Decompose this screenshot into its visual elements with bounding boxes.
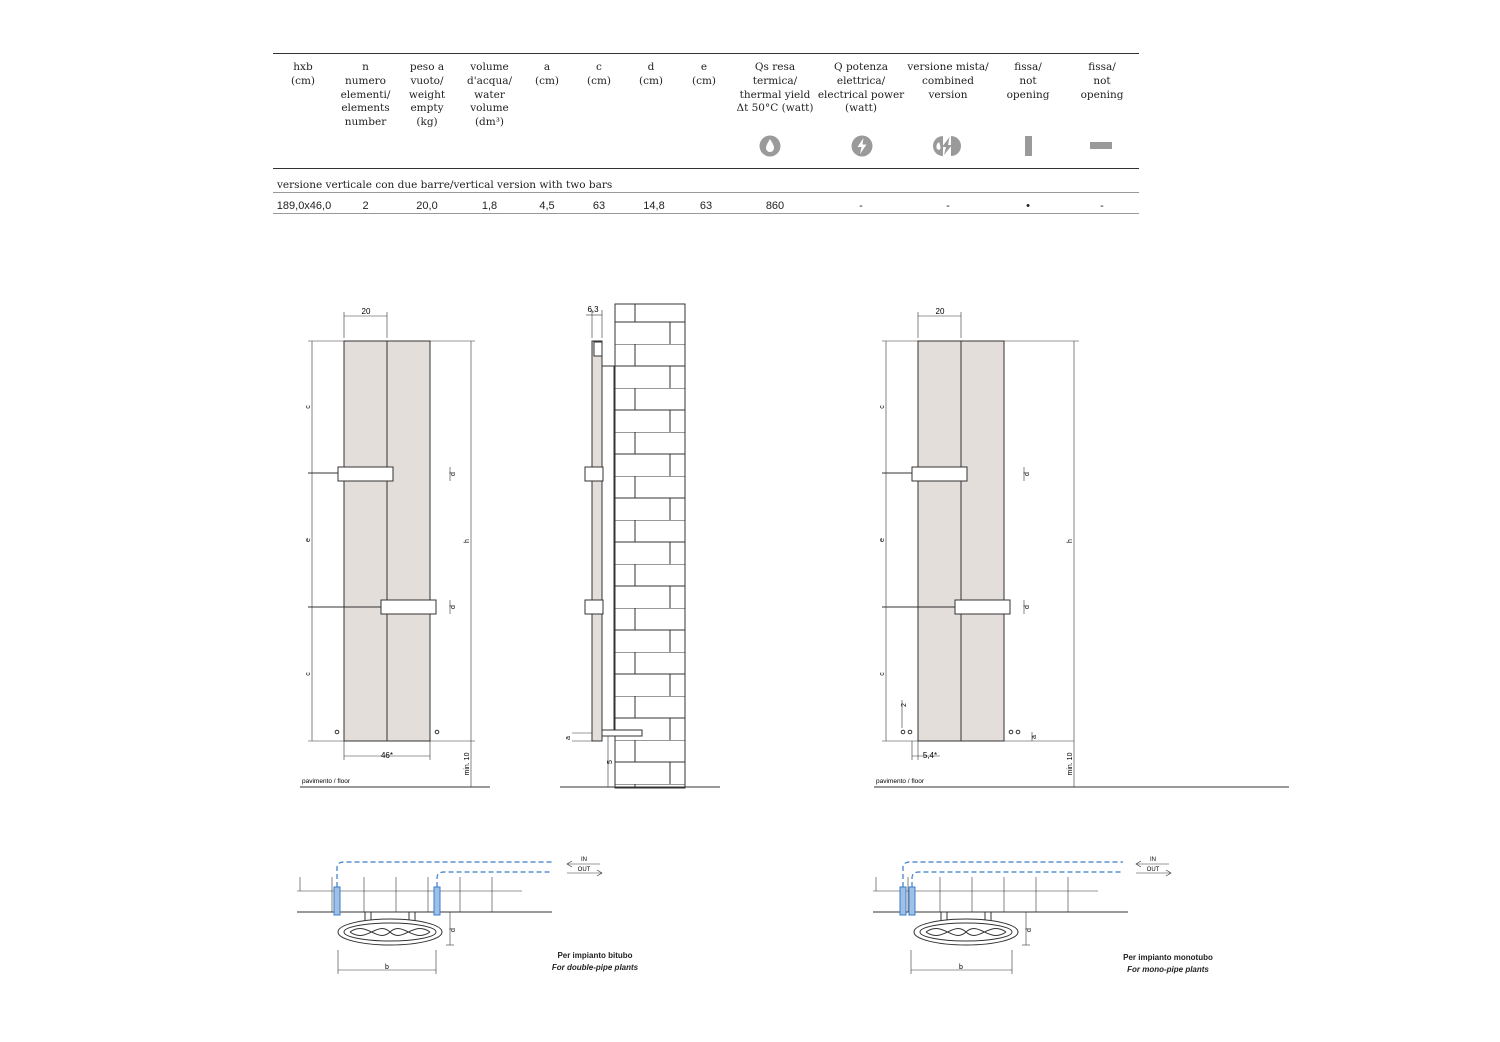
dim-top-width: 20 — [361, 307, 371, 316]
caption-bitubo-en: For double-pipe plants — [551, 963, 639, 972]
cell-qs: 860 — [765, 200, 785, 212]
cell-c: 63 — [592, 200, 606, 212]
mono-pipe-out-label: OUT — [1146, 867, 1160, 873]
caption-bitubo-it: Per impianto bitubo — [557, 951, 633, 960]
vertical-bar-icon — [1025, 135, 1033, 157]
mono-dim-top-width: 20 — [935, 307, 945, 316]
header-mista: versione mista/ combined version — [907, 61, 989, 101]
cell-hxb: 189,0x46,0 — [276, 200, 332, 212]
cell-n: 2 — [362, 200, 369, 212]
dim-label-d-upper: d — [450, 472, 457, 476]
towel-bar-lower — [381, 600, 436, 614]
header-qs: Qs resa termica/ thermal yield Δt 50°C (watt) — [736, 61, 814, 115]
dim-label-e: e — [305, 538, 312, 542]
dim-label-5: 5 — [607, 760, 614, 764]
cell-volume: 1,8 — [481, 200, 498, 212]
plan-dim-b: b — [385, 964, 389, 971]
towel-bar-upper — [338, 467, 393, 481]
dim-bottom-width: 46* — [380, 751, 394, 760]
dim-label-a: a — [565, 736, 572, 740]
plan-dim-d: d — [450, 928, 457, 932]
mono-dim-label-e: e — [879, 538, 886, 542]
mono-dim-label-h: h — [1067, 539, 1074, 543]
header-fissa-vertical: fissa/ not opening — [1006, 61, 1050, 101]
header-peso: peso a vuoto/ weight empty (kg) — [408, 61, 446, 129]
pipe-in-label: IN — [581, 857, 587, 863]
cell-fissa-vertical: • — [1026, 200, 1030, 212]
cell-q: - — [859, 200, 863, 212]
header-c: c (cm) — [586, 61, 612, 87]
bar-profile-lower — [585, 600, 603, 614]
combined-icon — [931, 135, 963, 157]
cell-d: 14,8 — [643, 200, 665, 212]
side-view-drawing — [560, 300, 720, 795]
horizontal-bar-icon — [1090, 141, 1112, 150]
mono-front-view-drawing — [864, 300, 1294, 795]
caption-monotubo-en: For mono-pipe plants — [1127, 965, 1209, 974]
mono-dim-label-c-bottom: c — [879, 672, 886, 676]
caption-bitubo — [515, 950, 675, 974]
mono-pipe-in-label: IN — [1150, 857, 1156, 863]
cell-fissa-horizontal: - — [1100, 200, 1104, 212]
dim-label-h: h — [464, 539, 471, 543]
pipe-connection-right — [434, 887, 440, 915]
header-q: Q potenza elettrica/ electrical power (watt) — [817, 61, 905, 115]
mono-dim-label-2: 2 — [901, 703, 908, 707]
header-n: n numero elementi/ elements number — [340, 61, 391, 129]
header-d: d (cm) — [638, 61, 664, 87]
header-volume: volume d'acqua/ water volume (dm³) — [466, 61, 513, 129]
mono-dim-label-d-lower: d — [1024, 605, 1031, 609]
mono-dim-label-d-upper: d — [1024, 472, 1031, 476]
cell-e: 63 — [699, 200, 713, 212]
floor-label: pavimento / floor — [302, 778, 351, 785]
brick-wall — [615, 304, 685, 788]
header-hxb: hxb (cm) — [290, 61, 316, 87]
dim-label-c-bottom: c — [305, 672, 312, 676]
caption-monotubo-it: Per impianto monotubo — [1123, 953, 1213, 962]
header-e: e (cm) — [691, 61, 717, 87]
mono-dim-label-c-top: c — [879, 405, 886, 409]
mono-floor-label: pavimento / floor — [876, 778, 925, 785]
pipe-lines — [337, 862, 552, 887]
cell-mista: - — [946, 200, 950, 212]
dim-label-c-top: c — [305, 405, 312, 409]
bar-profile-upper — [585, 467, 603, 481]
caption-monotubo — [1088, 952, 1248, 976]
pipe-connection-left — [334, 887, 340, 915]
cell-peso: 20,0 — [416, 200, 438, 212]
front-view-drawing — [290, 300, 490, 795]
mono-plan-dim-d: d — [1026, 928, 1033, 932]
mono-pipe-connection-in — [900, 887, 906, 915]
mono-plan-dim-b: b — [959, 964, 963, 971]
dim-side-depth: 6,3 — [587, 305, 599, 314]
cell-a: 4,5 — [539, 200, 555, 212]
mono-dim-label-a: a — [1031, 735, 1038, 739]
mono-dim-offset: 5,4* — [922, 751, 938, 760]
section-title: versione verticale con due barre/vertical version with two bars — [277, 179, 613, 191]
water-drop-icon — [759, 135, 781, 157]
header-fissa-horizontal: fissa/ not opening — [1080, 61, 1124, 101]
lightning-icon — [851, 135, 873, 157]
pipe-out-label: OUT — [577, 867, 591, 873]
mono-dim-min-floor: min. 10 — [1067, 752, 1074, 776]
dim-min-floor: min. 10 — [464, 752, 471, 776]
dim-label-d-lower: d — [450, 605, 457, 609]
mono-pipe-connection-out — [909, 887, 915, 915]
radiator-side — [592, 341, 602, 741]
header-a: a (cm) — [534, 61, 560, 87]
